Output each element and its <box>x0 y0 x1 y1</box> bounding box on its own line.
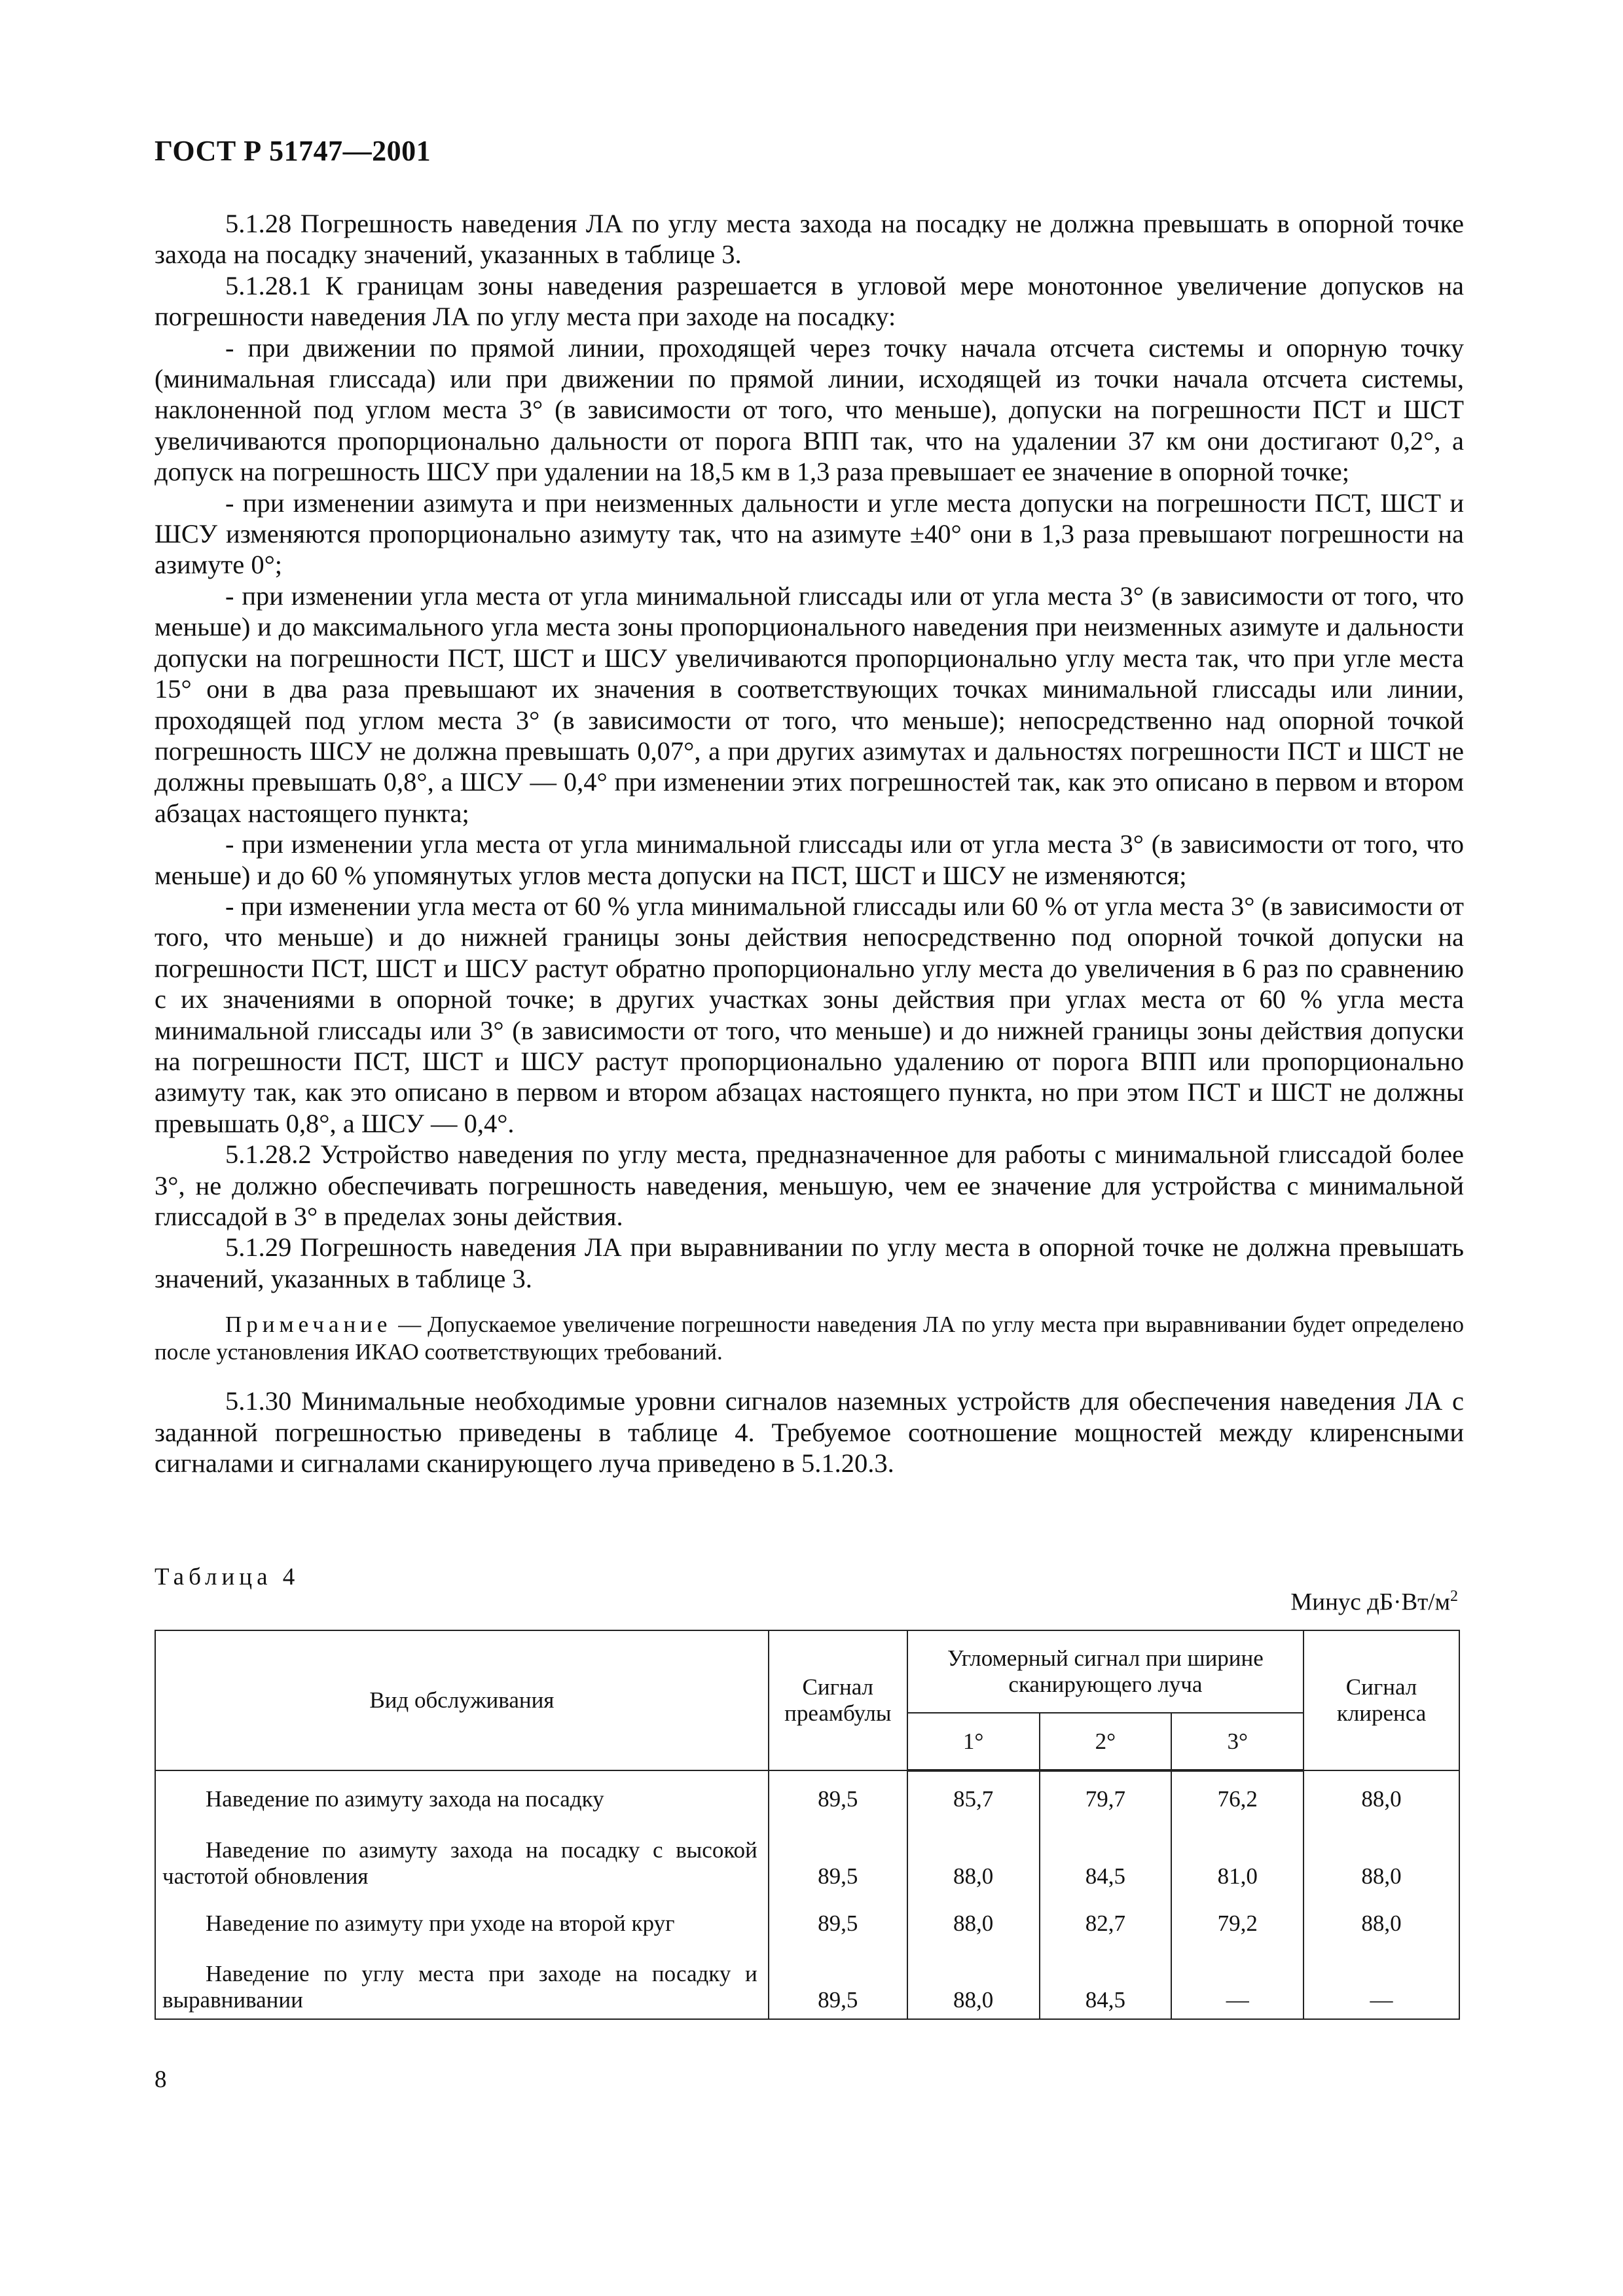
cell-clearance: 88,0 <box>1304 1770 1459 1818</box>
note <box>155 1311 1464 1366</box>
header-preamble: Сигнал преамбулы <box>769 1630 907 1770</box>
cell-clearance: — <box>1304 1942 1459 2019</box>
cell-beam-1: 88,0 <box>907 1942 1040 2019</box>
header-service: Вид обслуживания <box>155 1630 769 1770</box>
cell-beam-3: 81,0 <box>1171 1818 1304 1895</box>
signal-levels-table <box>155 1630 1460 2020</box>
cell-beam-3: — <box>1171 1942 1304 2019</box>
header-clearance: Сигнал клиренса <box>1304 1630 1459 1770</box>
table-row <box>155 1895 1459 1942</box>
document-header: ГОСТ Р 51747—2001 <box>155 135 431 167</box>
cell-beam-2: 82,7 <box>1040 1895 1172 1942</box>
page-number: 8 <box>155 2066 167 2093</box>
paragraph: 5.1.28.1 К границам зоны наведения разрешается в угловой мере монотонное увеличение допусков на погрешности наведения ЛА по углу места при заходе на посадку: <box>155 270 1464 332</box>
note-text: — Допускаемое увеличение погрешности наведения ЛА по углу места при выравнивании будет определено после установления ИКАО соответствующих требований. <box>155 1312 1464 1365</box>
note-label: Примечание <box>225 1312 392 1338</box>
cell-beam-2: 84,5 <box>1040 1942 1172 2019</box>
cell-beam-2: 79,7 <box>1040 1770 1172 1818</box>
cell-service: Наведение по углу места при заходе на посадку и выравнивании <box>155 1942 769 2019</box>
cell-service: Наведение по азимуту захода на посадку с высокой частотой обновления <box>155 1818 769 1895</box>
header-beam-2: 2° <box>1040 1713 1172 1770</box>
table-row <box>155 1770 1459 1818</box>
units-superscript: 2 <box>1450 1588 1458 1605</box>
cell-preamble: 89,5 <box>769 1942 907 2019</box>
cell-preamble: 89,5 <box>769 1770 907 1818</box>
paragraph: - при изменении угла места от угла минимальной глиссады или от угла места 3° (в зависимости от того, что меньше) и до 60 % упомянутых углов места допуски на ПСТ, ШСТ и ШСУ не изменяются; <box>155 829 1464 890</box>
table-caption: Таблица 4 <box>155 1564 300 1590</box>
cell-beam-1: 88,0 <box>907 1818 1040 1895</box>
table-row <box>155 1818 1459 1895</box>
units-text: Минус дБ·Вт/м <box>1290 1588 1450 1616</box>
table-units <box>1290 1588 1458 1616</box>
cell-service: Наведение по азимуту при уходе на второй круг <box>155 1895 769 1942</box>
cell-beam-3: 79,2 <box>1171 1895 1304 1942</box>
cell-beam-1: 88,0 <box>907 1895 1040 1942</box>
cell-service: Наведение по азимуту захода на посадку <box>155 1770 769 1818</box>
paragraph: 5.1.29 Погрешность наведения ЛА при выравнивании по углу места в опорной точке не должна превышать значений, указанных в таблице 3. <box>155 1232 1464 1293</box>
cell-beam-1: 85,7 <box>907 1770 1040 1818</box>
document-body <box>155 208 1464 1479</box>
paragraph: - при изменении угла места от 60 % угла минимальной глиссады или 60 % от угла места 3° (в зависимости от того, что меньше) и до нижней границы зоны действия непосредственно под опорной точкой допуски на погрешности ПСТ, ШСТ и ШСУ растут обратно пропорционально углу места до увеличения в 6 раз по сравнению с их значениями в опорной точке; в других участках зоны действия при углах места от 60 % угла места минимальной глиссады или 3° (в зависимости от того, что меньше) и до нижней границы зоны действия допуски на погрешности ПСТ, ШСТ и ШСУ растут пропорционально удалению от порога ВПП или пропорционально азимуту так, как это описано в первом и втором абзацах настоящего пункта, но при этом ПСТ и ШСТ не должны превышать 0,8°, а ШСУ — 0,4°. <box>155 891 1464 1138</box>
table-row <box>155 1942 1459 2019</box>
cell-preamble: 89,5 <box>769 1895 907 1942</box>
paragraph: - при изменении угла места от угла минимальной глиссады или от угла места 3° (в зависимости от того, что меньше) и до максимального угла места зоны пропорционального наведения при неизменных азимуте и дальности допуски на погрешности ПСТ, ШСТ и ШСУ увеличиваются пропорционально углу места так, что при угле места 15° они в два раза превышают их значения в соответствующих точках минимальной глиссады или линии, проходящей под углом места 3° (в зависимости от того, что меньше); непосредственно над опорной точкой погрешность ШСУ не должна превышать 0,07°, а при других азимутах и дальностях погрешности ПСТ и ШСТ не должны превышать 0,8°, а ШСУ — 0,4° при изменении этих погрешностей так, как это описано в первом и втором абзацах настоящего пункта; <box>155 581 1464 828</box>
header-angle-group: Угломерный сигнал при ширине сканирующего луча <box>907 1630 1304 1713</box>
header-beam-1: 1° <box>907 1713 1040 1770</box>
paragraph: 5.1.28 Погрешность наведения ЛА по углу места захода на посадку не должна превышать в опорной точке захода на посадку значений, указанных в таблице 3. <box>155 209 1464 270</box>
cell-clearance: 88,0 <box>1304 1895 1459 1942</box>
paragraph: - при движении по прямой линии, проходящей через точку начала отсчета системы и опорную точку (минимальная глиссада) или при движении по прямой линии, исходящей из точки начала отсчета системы, наклоненной под углом места 3° (в зависимости от того, что меньше), допуски на погрешности ПСТ и ШСТ увеличиваются пропорционально дальности от порога ВПП так, что на удалении 37 км они достигают 0,2°, а допуск на погрешность ШСУ при удалении на 18,5 км в 1,3 раза превышает ее значение в опорной точке; <box>155 332 1464 487</box>
paragraph: 5.1.30 Минимальные необходимые уровни сигналов наземных устройств для обеспечения наведения ЛА с заданной погрешностью приведены в таблице 4. Требуемое соотношение мощностей между клиренсными сигналами и сигналами сканирующего луча приведено в 5.1.20.3. <box>155 1386 1464 1479</box>
paragraph: - при изменении азимута и при неизменных дальности и угле места допуски на погрешности ПСТ, ШСТ и ШСУ изменяются пропорционально азимуту так, что на азимуте ±40° они в 1,3 раза превышают погрешности на азимуте 0°; <box>155 488 1464 580</box>
cell-beam-3: 76,2 <box>1171 1770 1304 1818</box>
paragraph: 5.1.28.2 Устройство наведения по углу места, предназначенное для работы с минимальной глиссадой более 3°, не должно обеспечивать погрешность наведения, меньшую, чем ее значение для устройства с минимальной глиссадой в 3° в пределах зоны действия. <box>155 1139 1464 1231</box>
cell-preamble: 89,5 <box>769 1818 907 1895</box>
header-beam-3: 3° <box>1171 1713 1304 1770</box>
cell-beam-2: 84,5 <box>1040 1818 1172 1895</box>
cell-clearance: 88,0 <box>1304 1818 1459 1895</box>
